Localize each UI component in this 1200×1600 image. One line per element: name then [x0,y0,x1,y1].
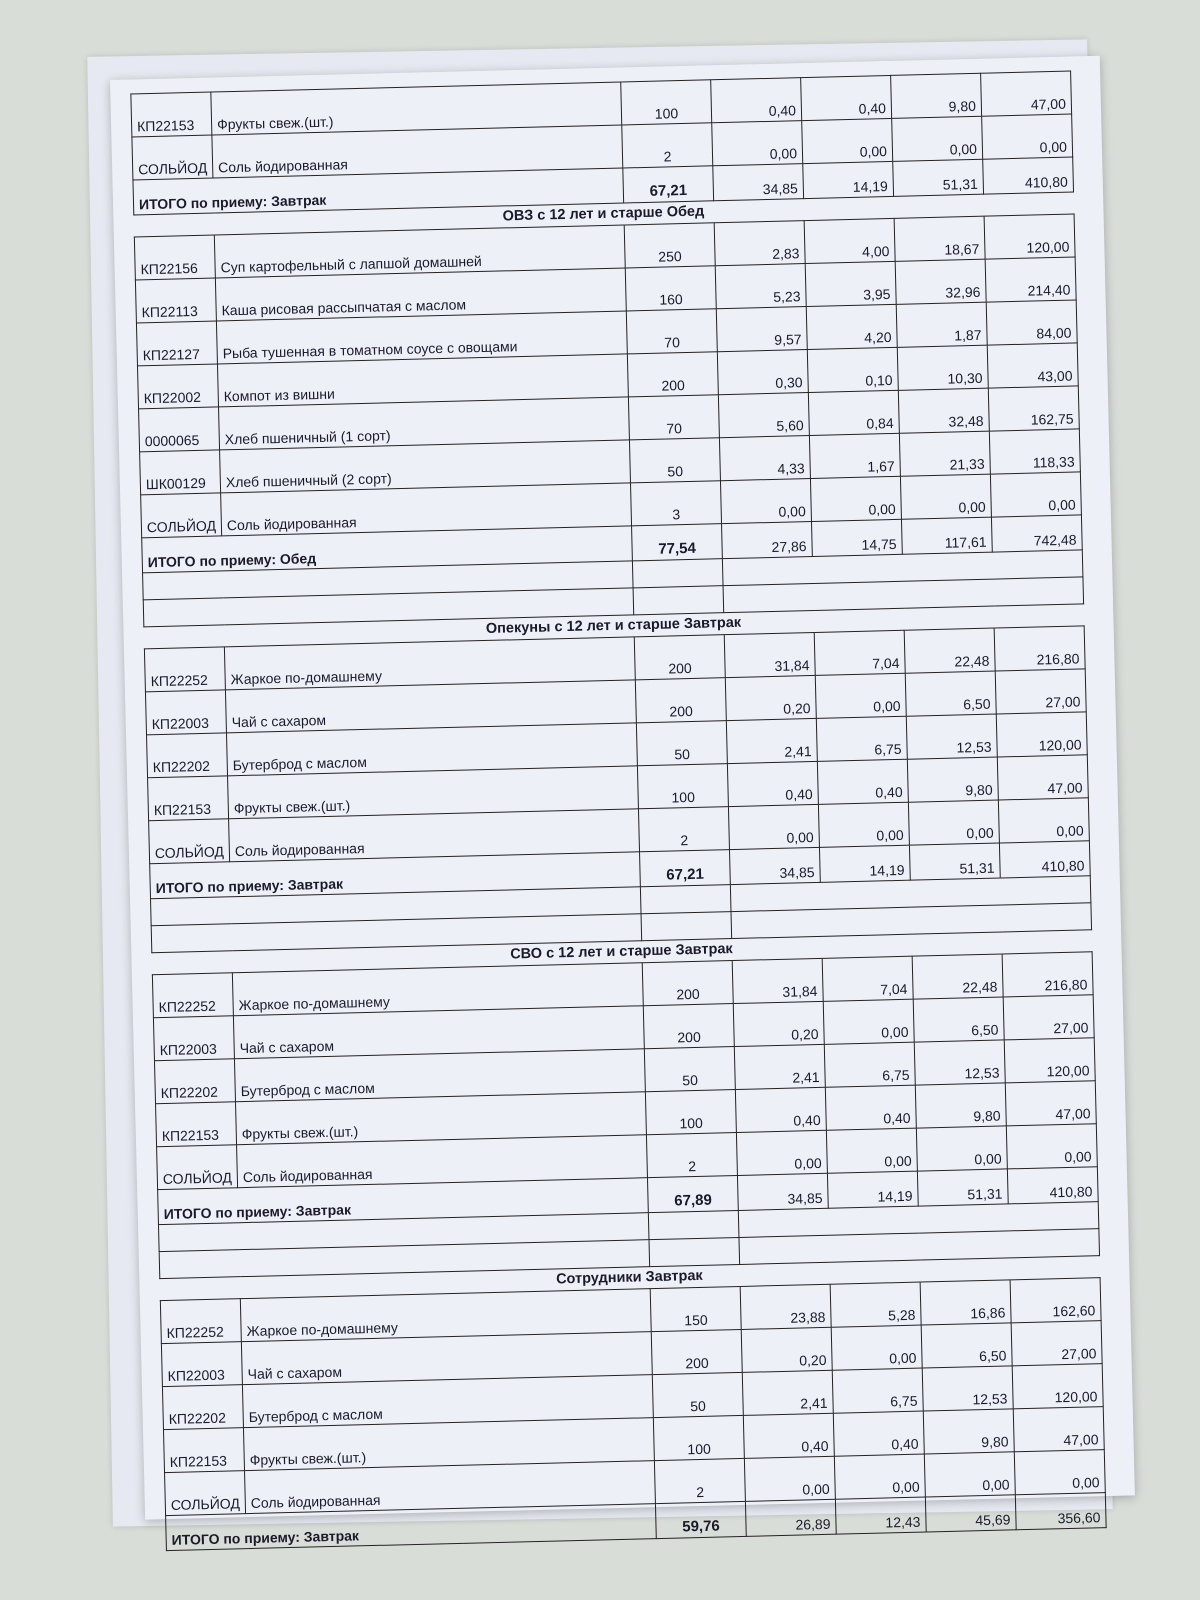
menu-table [160,1277,1107,1551]
dish-code: КП22003 [153,1016,234,1061]
dish-code: СОЛЬЙОД [132,135,213,180]
dish-code: КП22156 [134,235,215,280]
carbs-value: 0,00 [908,800,999,845]
energy-value: 0,00 [1006,1124,1097,1169]
protein-value: 0,00 [744,1456,835,1501]
protein-value: 0,00 [728,804,819,849]
blank-cell [633,586,724,615]
protein-value: 23,88 [740,1284,831,1329]
menu-content [130,70,1115,1551]
portion-weight: 50 [636,721,727,766]
fat-value: 0,40 [801,75,892,120]
total-fat: 14,19 [819,845,910,882]
fat-value: 0,00 [810,476,901,521]
total-weight: 67,89 [647,1175,738,1212]
carbs-value: 9,80 [907,757,998,802]
total-fat: 14,19 [803,161,894,198]
total-protein: 27,86 [722,521,813,558]
dish-name: Чай с сахаром [241,1332,652,1385]
energy-value: 216,80 [1002,952,1093,997]
dish-code: КП22202 [162,1385,243,1430]
energy-value: 27,00 [1011,1321,1102,1366]
dish-code: КП22153 [131,92,212,137]
protein-value: 2,41 [726,718,817,763]
fat-value: 4,00 [804,218,895,263]
dish-name: Компот из вишни [217,354,628,407]
fat-value: 0,40 [825,1085,916,1130]
protein-value: 0,40 [735,1087,826,1132]
portion-weight: 100 [653,1415,744,1460]
dish-name: Жаркое по-домашнему [232,963,643,1016]
energy-value: 162,60 [1010,1278,1101,1323]
total-protein: 34,85 [713,164,804,201]
total-protein: 34,85 [729,847,820,884]
protein-value: 0,00 [736,1130,827,1175]
energy-value: 0,00 [982,114,1073,159]
dish-name: Каша рисовая рассыпчатая с маслом [215,268,626,321]
dish-code: КП22252 [160,1299,241,1344]
total-fat: 14,19 [827,1171,918,1208]
protein-value: 31,84 [732,958,823,1003]
portion-weight: 2 [622,123,713,168]
energy-value: 27,00 [995,669,1086,714]
total-carbs: 117,61 [901,517,992,554]
dish-code: КП22202 [147,733,228,778]
carbs-value: 6,50 [905,671,996,716]
carbs-value: 12,53 [906,714,997,759]
portion-weight: 200 [635,678,726,723]
portion-weight: 200 [651,1329,742,1374]
dish-name: Соль йодированная [229,809,640,862]
dish-code: 0000065 [139,407,220,452]
protein-value: 0,40 [743,1413,834,1458]
fat-value: 5,28 [830,1282,921,1327]
dish-code: СОЛЬЙОД [141,493,222,538]
protein-value: 0,00 [720,479,811,524]
dish-code: КП22127 [136,321,217,366]
portion-weight: 160 [625,266,716,311]
portion-weight: 70 [626,309,717,354]
dish-code: СОЛЬЙОД [149,819,230,864]
portion-weight: 150 [650,1286,741,1331]
carbs-value: 9,80 [891,73,982,118]
dish-name: Бутерброд с маслом [226,723,637,776]
carbs-value: 0,00 [900,474,991,519]
fat-value: 1,67 [809,433,900,478]
protein-value: 0,40 [711,78,802,123]
portion-weight: 2 [654,1458,745,1503]
portion-weight: 2 [638,807,729,852]
blank-cell [649,1237,740,1266]
dish-name: Фрукты свеж.(шт.) [211,82,622,135]
energy-value: 216,80 [994,626,1085,671]
section-title: ОВЗ с 12 лет и старше Обед [502,203,705,225]
dish-name: Соль йодированная [245,1461,656,1514]
portion-weight: 100 [645,1090,736,1135]
energy-value: 47,00 [1013,1407,1104,1452]
fat-value: 0,00 [826,1128,917,1173]
dish-code: КП22252 [152,973,233,1018]
carbs-value: 32,96 [895,259,986,304]
energy-value: 0,00 [990,472,1081,517]
dish-code: СОЛЬЙОД [165,1471,246,1516]
dish-code: ШК00129 [140,450,221,495]
total-label: ИТОГО по приему: Обед [142,526,633,573]
protein-value: 31,84 [724,632,815,677]
portion-weight: 50 [644,1047,735,1092]
total-weight: 67,21 [623,166,714,203]
total-carbs: 45,69 [925,1495,1016,1532]
total-label: ИТОГО по приему: Завтрак [158,1178,649,1225]
energy-value: 118,33 [989,429,1080,474]
fat-value: 0,00 [831,1325,922,1370]
total-energy: 410,80 [1007,1167,1098,1204]
dish-name: Рыба тушенная в томатном соусе с овощами [216,311,627,364]
portion-weight: 100 [621,80,712,125]
protein-value: 0,00 [712,121,803,166]
dish-name: Жаркое по-домашнему [224,637,635,690]
protein-value: 0,20 [725,675,816,720]
total-carbs: 51,31 [893,159,984,196]
total-energy: 742,48 [991,515,1082,552]
protein-value: 9,57 [716,307,807,352]
portion-weight: 2 [646,1133,737,1178]
portion-weight: 200 [643,1004,734,1049]
dish-code: КП22202 [154,1059,235,1104]
carbs-value: 22,48 [912,954,1003,999]
dish-name: Жаркое по-домашнему [240,1289,651,1342]
total-fat: 14,75 [811,519,902,556]
carbs-value: 12,53 [922,1366,1013,1411]
dish-name: Соль йодированная [237,1135,648,1188]
fat-value: 4,20 [806,304,897,349]
energy-value: 0,00 [1014,1450,1105,1495]
blank-cell [632,559,723,588]
energy-value: 43,00 [987,343,1078,388]
fat-value: 0,00 [815,673,906,718]
energy-value: 0,00 [998,798,1089,843]
fat-value: 6,75 [816,716,907,761]
portion-weight: 200 [627,352,718,397]
carbs-value: 10,30 [897,345,988,390]
dish-code: КП22153 [148,776,229,821]
portion-weight: 3 [630,481,721,526]
dish-name: Бутерброд с маслом [242,1375,653,1428]
carbs-value: 12,53 [914,1040,1005,1085]
energy-value: 84,00 [986,300,1077,345]
menu-table [144,625,1092,953]
portion-weight: 50 [652,1372,743,1417]
fat-value: 0,40 [833,1411,924,1456]
protein-value: 0,20 [741,1327,832,1372]
dish-name: Соль йодированная [221,483,632,536]
carbs-value: 18,67 [894,216,985,261]
dish-code: КП22153 [156,1102,237,1147]
fat-value: 0,40 [817,759,908,804]
fat-value: 0,84 [808,390,899,435]
section-title: Опекуны с 12 лет и старше Завтрак [485,614,742,637]
energy-value: 120,00 [996,712,1087,757]
menu-table [134,213,1084,627]
carbs-value: 6,50 [913,997,1004,1042]
energy-value: 214,40 [985,257,1076,302]
portion-weight: 100 [637,764,728,809]
carbs-value: 32,48 [898,388,989,433]
fat-value: 7,04 [822,956,913,1001]
total-protein: 26,89 [745,1499,836,1536]
protein-value: 0,40 [727,761,818,806]
total-carbs: 51,31 [909,843,1000,880]
total-label: ИТОГО по приему: Завтрак [133,168,624,215]
energy-value: 47,00 [1005,1081,1096,1126]
dish-name: Фрукты свеж.(шт.) [228,766,639,819]
fat-value: 0,00 [834,1454,925,1499]
carbs-value: 0,00 [916,1126,1007,1171]
dish-code: КП22003 [161,1342,242,1387]
energy-value: 120,00 [984,214,1075,259]
portion-weight: 50 [629,438,720,483]
portion-weight: 200 [634,635,725,680]
dish-name: Чай с сахаром [225,680,636,733]
dish-name: Суп картофельный с лапшой домашней [214,225,625,278]
carbs-value: 0,00 [924,1452,1015,1497]
energy-value: 120,00 [1004,1038,1095,1083]
carbs-value: 0,00 [892,116,983,161]
energy-value: 47,00 [997,755,1088,800]
dish-name: Хлеб пшеничный (2 сорт) [220,440,631,493]
fat-value: 0,00 [823,999,914,1044]
energy-value: 27,00 [1003,995,1094,1040]
protein-value: 2,41 [742,1370,833,1415]
total-label: ИТОГО по приему: Завтрак [166,1504,657,1551]
total-protein: 34,85 [737,1173,828,1210]
blank-cell [640,885,731,914]
fat-value: 0,10 [807,347,898,392]
printed-menu-sheet [110,56,1135,1548]
carbs-value: 21,33 [899,431,990,476]
dish-name: Фрукты свеж.(шт.) [243,1418,654,1471]
menu-table [152,951,1100,1279]
protein-value: 4,33 [719,436,810,481]
dish-code: КП22003 [145,690,226,735]
portion-weight: 200 [642,961,733,1006]
blank-cell [641,912,732,941]
dish-code: КП22002 [137,364,218,409]
fat-value: 0,00 [818,802,909,847]
portion-weight: 70 [628,395,719,440]
protein-value: 0,30 [717,350,808,395]
energy-value: 120,00 [1012,1364,1103,1409]
fat-value: 6,75 [824,1042,915,1087]
energy-value: 47,00 [981,71,1072,116]
fat-value: 7,04 [814,630,905,675]
protein-value: 2,41 [734,1044,825,1089]
total-carbs: 51,31 [917,1169,1008,1206]
protein-value: 2,83 [714,221,805,266]
total-energy: 356,60 [1015,1493,1106,1530]
total-weight: 67,21 [640,850,731,887]
carbs-value: 22,48 [904,628,995,673]
dish-code: КП22113 [135,278,216,323]
section-title: СВО с 12 лет и старше Завтрак [510,941,733,963]
fat-value: 0,00 [802,118,893,163]
total-label: ИТОГО по приему: Завтрак [150,852,641,899]
menu-table [130,71,1074,216]
protein-value: 5,23 [715,264,806,309]
section-title: Сотрудники Завтрак [555,1267,703,1288]
carbs-value: 1,87 [896,302,987,347]
fat-value: 6,75 [832,1368,923,1413]
total-weight: 59,76 [655,1501,746,1538]
dish-name: Бутерброд с маслом [234,1049,645,1102]
carbs-value: 9,80 [923,1409,1014,1454]
blank-cell [648,1210,739,1239]
total-fat: 12,43 [835,1497,926,1534]
carbs-value: 9,80 [915,1083,1006,1128]
total-energy: 410,80 [983,157,1074,194]
protein-value: 0,20 [733,1001,824,1046]
dish-code: КП22252 [144,647,225,692]
carbs-value: 6,50 [921,1323,1012,1368]
carbs-value: 16,86 [920,1280,1011,1325]
dish-name: Хлеб пшеничный (1 сорт) [219,397,630,450]
total-energy: 410,80 [999,841,1090,878]
dish-code: КП22153 [163,1428,244,1473]
dish-code: СОЛЬЙОД [157,1145,238,1190]
dish-name: Чай с сахаром [233,1006,644,1059]
energy-value: 162,75 [988,386,1079,431]
dish-name: Фрукты свеж.(шт.) [236,1092,647,1145]
total-weight: 77,54 [632,524,723,561]
portion-weight: 250 [624,223,715,268]
protein-value: 5,60 [718,393,809,438]
dish-name: Соль йодированная [212,125,623,178]
fat-value: 3,95 [805,261,896,306]
